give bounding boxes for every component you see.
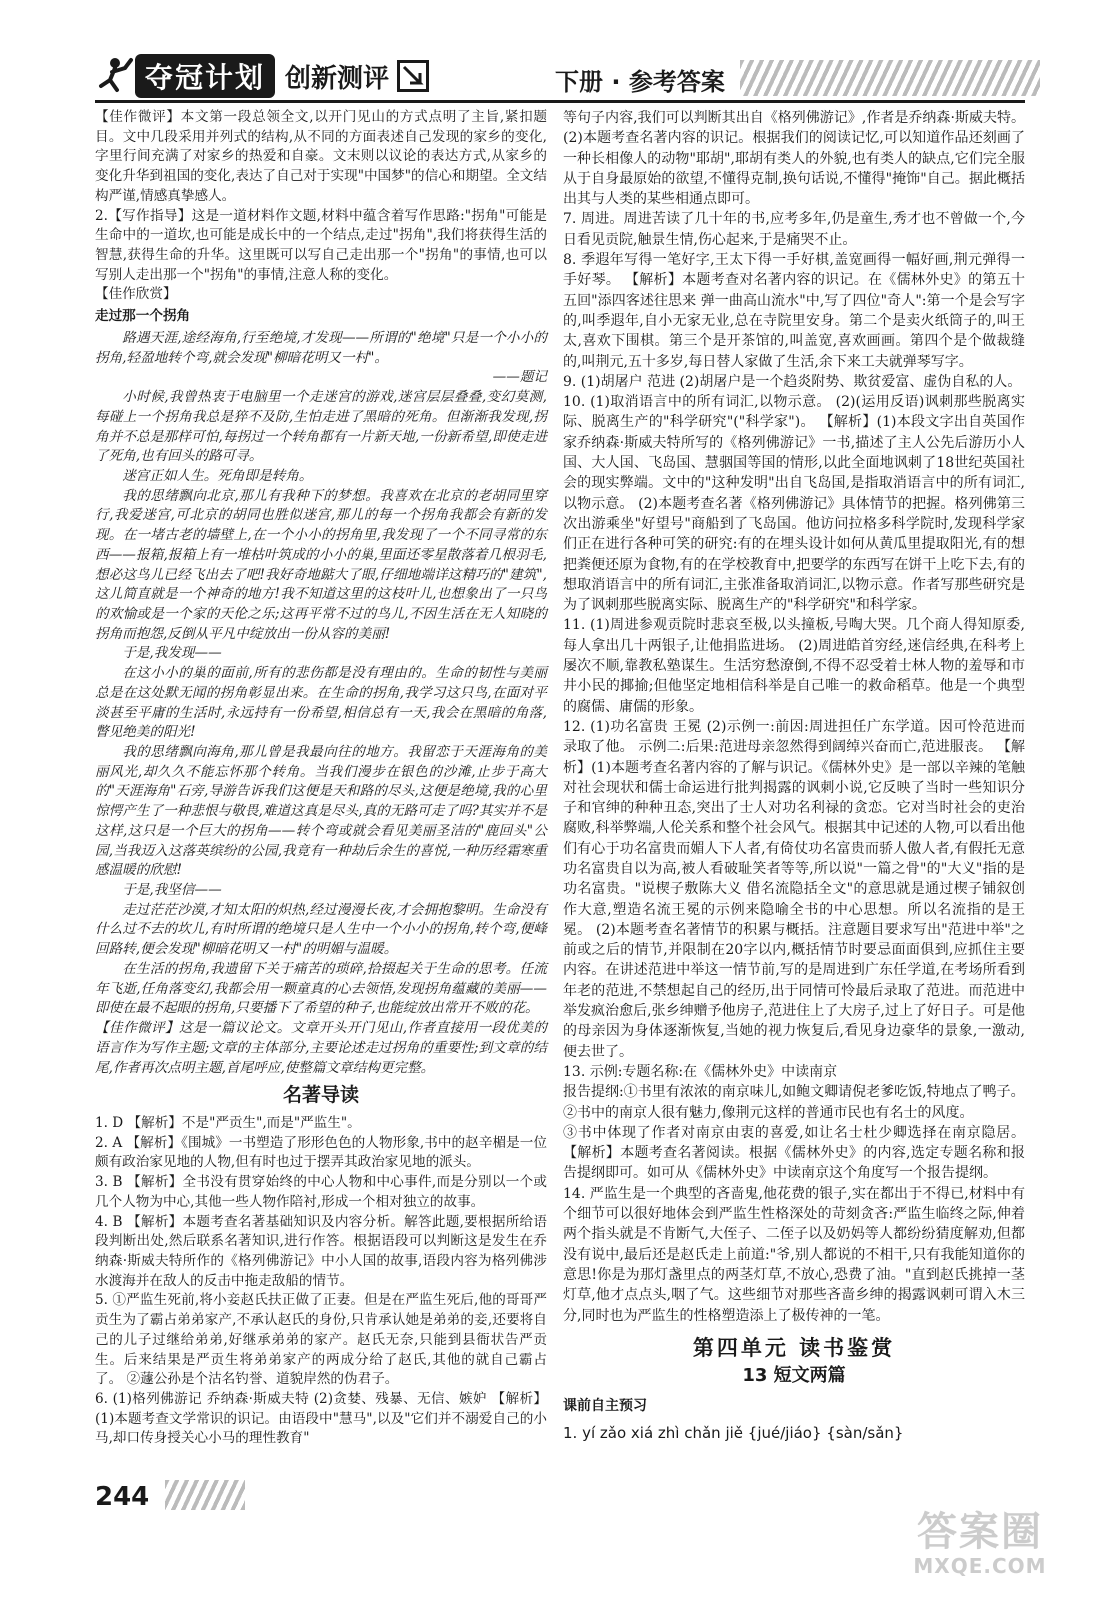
section-title: 名著导读 [282,1084,359,1107]
review-paragraph: 【佳作微评】本文第一段总领全文,以开门见山的方式点明了主旨,紧扣题目。文中几段采用并列式的结构,从不同的方面表述自己发现的家乡的变化,字里行间充满了对家乡的热爱和自豪。文末则以议论的表达方式,从家乡的变化升华到祖国的变化,表达了自己对于实现"中国梦"的信心和期望。全文结构严谨,情感真挚感人。 [95,109,547,204]
watermark-url: MXQE.COM [913,1554,1047,1578]
essay-paragraph: 路遇天涯,途经海角,行至绝境,才发现——所谓的"绝境"只是一个小小的拐角,轻盈地转个弯,就会发现"柳暗花明又一村"。 [95,329,547,366]
essay-paragraph: 我的思绪飘向北京,那儿有我种下的梦想。我喜欢在北京的老胡同里穿行,我爱迷宫,可北京的胡同也胜似迷宫,那儿的每一个拐角我都会有新的发现。在一堵古老的墙壁上,在一个小小的拐角里,我发现了一个不同寻常的东西——报箱,报箱上有一堆枯叶筑成的小小的巢,里面还零星散落着几根羽毛,想必这鸟儿已经飞出去了吧!我好奇地踮大了眼,仔细地端详这精巧的"建筑",这儿简直就是一个神奇的地方!我不知道这里的这枝叶儿,也想象出了一只鸟的欢愉或是一个家的天伦之乐;这再平常不过的鸟儿,不因生活在无人知晓的拐角而抱怨,反倒从平凡中绽放出一份从容的美丽! [95,487,547,642]
answer-item: 1. D 【解析】不是"严贡生",而是"严监生"。 [95,1114,361,1131]
answer-item: 报告提纲:①书里有浓浓的南京味儿,如鲍文卿请倪老爹吃饭,特地点了鸭子。 [563,1084,1025,1101]
answer-item: 8. 季遐年写得一笔好字,王太下得一手好棋,盖宽画得一幅好画,荆元弹得一手好琴。 【解析】本题考查对名著内容的识记。在《儒林外史》的第五十五回"添四客述往思来 弹一曲高山流水"中,写了四位"奇人":第一个是会写字的,叫季遐年,自小无家无业,总在寺院里安身。第二个是卖火纸筒子的,叫王太,喜欢下围棋。第三个是开茶馆的,叫盖宽,喜欢画画。第四个是个做裁缝的,叫荆元,五十多岁,每日替人家做了生活,余下来工夫就弹琴写字。 [563,252,1025,370]
logo-subtitle: 创新测评 [285,63,390,94]
right-column [563,108,1025,1443]
answer-item: 14. 严监生是一个典型的吝啬鬼,他花费的银子,实在都出于不得已,材料中有个细节可以很好地体会到严监生性格深处的苛刻贪吝:严监生临终之际,伸着两个指头就是不肯断气,大侄子、二侄子以及奶妈等人都纷纷猜度解劝,但都没有说中,最后还是赵氏走上前道:"爷,别人都说的不相干,只有我能知道你的意思!你是为那灯盏里点的两茎灯草,不放心,恐费了油。"直到赵氏挑掉一茎灯草,他才点点头,咽了气。这些细节对那些吝啬乡绅的揭露讽刺可谓入木三分,同时也为严监生的性格塑造添上了极传神的一笔。 [563,1185,1025,1324]
unit-title: 第四单元 读书鉴赏 [692,1335,896,1360]
writing-guide: 2.【写作指导】这是一道材料作文题,材料中蕴含着写作思路:"拐角"可能是生命中的一道坎,也可能是成长中的一个结点,走过"拐角",我们将获得生活的智慧,获得生命的升华。这里既可以写自己走出那一个"拐角"的事情,也可以写别人走出那一个"拐角"的事情,注意人称的变化。 [95,207,547,283]
essay-paragraph: 在生活的拐角,我遗留下关于痛苦的琐碎,拾掇起关于生命的思考。任流年飞逝,任角落变幻,我都会用一颗童真的心去领悟,发现拐角蕴藏的美丽——即使在最不起眼的拐角,只要播下了希望的种子,也能绽放出常开不败的花。 [95,960,547,1017]
answer-item: 4. B 【解析】本题考查名著基础知识及内容分析。解答此题,要根据所给语段判断出处,然后联系名著知识,进行作答。根据语段可以判断这是发生在乔纳森·斯威夫特所作的《格列佛游记》中小人国的故事,语段内容为格列佛涉水渡海并在敌人的反击中拖走敌船的情节。 [95,1213,547,1289]
logo-text: 夺冠计划 [135,54,275,98]
answer-item: 5. ①严监生死前,将小妾赵氏扶正做了正妻。但是在严监生死后,他的哥哥严贡生为了霸占弟弟家产,不承认赵氏的身份,只肯承认她是弟弟的妾,还要将自己的儿子过继给弟弟,好继承弟弟的家产。赵氏无奈,只能到县衙状告严贡生。后来结果是严贡生将弟弟家产的两成分给了赵氏,其他的就自己霸占了。 ②蘧公孙是个沽名钓誉、道貌岸然的伪君子。 [95,1292,547,1388]
essay-paragraph: 走过茫茫沙漠,才知太阳的炽热,经过漫漫长夜,才会拥抱黎明。生命没有什么过不去的坎儿,有时所谓的绝境只是人生中一个小小的拐角,转个弯,便峰回路转,便会发现"柳暗花明又一村"的明媚与温暖。 [95,901,547,958]
lesson-title: 13 短文两篇 [742,1365,846,1387]
answer-item: 等句子内容,我们可以判断其出自《格列佛游记》,作者是乔纳森·斯威夫特。 (2)本题考查名著内容的识记。根据我们的阅读记忆,可以知道作品还刻画了一种长相像人的动物"耶胡",耶胡有类人的外貌,也有类人的缺点,它们完全服从于自身最原始的欲望,不懂得克制,换句话说,不懂得"掩饰"自己。据此概括出其与人类的某些相通点即可。 [563,110,1025,208]
essay-paragraph: 在这小小的巢的面前,所有的悲伤都是没有理由的。生命的韧性与美丽总是在这处默无闻的拐角彰显出来。在生命的拐角,我学习这只鸟,在面对平淡甚至平庸的生活时,永远持有一份希望,相信总有一天,我会在黑暗的角落,瞥见绝美的阳光! [95,665,547,741]
answer-item: 11. (1)周进参观贡院时悲哀至极,以头撞板,号啕大哭。几个商人得知原委,每人拿出几十两银子,让他捐监进场。 (2)周进皓首穷经,迷信经典,在科考上屡次不顺,靠教私塾谋生。生活穷愁潦倒,不得不忍受着士林人物的羞辱和市井小民的揶揄;但他坚定地相信科举是自己唯一的救命稻草。他是一个典型的腐儒、庸儒的形象。 [563,617,1025,715]
answer-item: 7. 周进。周进苦读了几十年的书,应考多年,仍是童生,秀才也不曾做一个,今日看见贡院,触景生情,伤心起来,于是痛哭不止。 [563,211,1025,248]
header-divider [95,100,1025,103]
logo [95,55,429,97]
watermark-text: 答案圈 [917,1509,1043,1555]
answer-item: 10. (1)取消语言中的所有词汇,以物示意。 (2)(运用反语)讽刺那些脱离实际、脱离生产的"科学研究"("科学家")。 【解析】(1)本段文字出自英国作家乔纳森·斯威夫特所写的《格列佛游记》一书,描述了主人公先后游历小人国、大人国、飞岛国、慧骃国等国的情形,以此全面地讽刺了18世纪英国社会的现实弊端。文中的"这种发明"出自飞岛国,是指取消语言中的所有词汇,以物示意。 (2)本题考查名著《格列佛游记》具体情节的把握。格列佛第三次出游乘坐"好望号"商船到了飞岛国。他访问拉格多科学院时,发现科学家们正在进行各种可笑的研究:有的在埋头设计如何从黄瓜里提取阳光,有的想把粪便还原为食物,有的在学校教育中,把要学的东西写在饼干上吃下去,有的想取消语言中的所有词汇,主张准备取消词汇,以物示意。作者写那些研究是为了讽刺那些脱离实际、脱离生产的"科学研究"和科学家。 [563,394,1025,614]
answer-item: 13. 示例:专题名称:在《儒林外史》中读南京 [563,1063,838,1080]
essay-paragraph: 迷宫正如人生。死角即是转角。 [122,467,313,484]
essay-paragraph: 于是,我坚信—— [122,882,222,899]
preview-label: 课前自主预习 [563,1398,647,1415]
left-column [95,108,547,1449]
header-decoration [740,60,1040,96]
header-title: 下册 · 参考答案 [555,68,725,96]
answer-item: ③书中体现了作者对南京由衷的喜爱,如让名士杜少卿选择在南京隐居。 【解析】本题考查名著阅读。根据《儒林外史》的内容,选定专题名称和报告提纲即可。如可从《儒林外史》中读南京这个角度写一个报告提纲。 [563,1124,1025,1182]
essay-epigraph-note: ——题记 [492,369,547,386]
page-header [0,0,1099,100]
essay-title: 走过那一个拐角 [95,308,191,325]
runner-icon [95,56,135,96]
pinyin-answer: 1. yí zǎo xiá zhì chǎn jiě {jué/jiáo} {sàn/sǎn} [563,1423,904,1442]
essay-paragraph: 我的思绪飘向海角,那儿曾是我最向往的地方。我留恋于天涯海角的美丽风光,却久久不能忘怀那个转角。当我们漫步在银色的沙滩,止步于高大的"天涯海角"石旁,导游告诉我们这便是天和路的尽头,这便是绝境,我的心里惊愕产生了一种悲恨与敬畏,难道这真是尽头,真的无路可走了吗?其实并不是这样,这只是一个巨大的拐角——转个弯或就会看见美丽圣洁的"鹿回头"公园,当我迈入这落英缤纷的公园,我竟有一种劫后余生的喜悦,一种历经霜寒重感温暖的欣慰! [95,744,547,879]
answer-item: 2. A 【解析】《围城》一书塑造了形形色色的人物形象,书中的赵辛楣是一位颇有政治家见地的人物,但有时也过于摆弄其政治家见地的派头。 [95,1134,547,1171]
essay-paragraph: 小时候,我曾热衷于电脑里一个走迷宫的游戏,迷宫层层叠叠,变幻莫测,每碰上一个拐角我总是猝不及防,生怕走进了黑暗的死角。但渐渐我发现,拐角并不总是那样可怕,每拐过一个转角都有一片新天地,一份新希望,即使走进了死角,也有回头的路可寻。 [95,389,547,465]
page-number: 244 [95,1482,150,1512]
essay-paragraph: 于是,我发现—— [122,645,222,662]
corner-box-icon [397,60,429,92]
answer-item: 12. (1)功名富贵 王冕 (2)示例一:前因:周进担任广东学道。因可怜范进而录取了他。 示例二:后果:范进母亲忽然得到阔绰兴奋而亡,范进服丧。 【解析】(1)本题考查名著内容的了解与识记。《儒林外史》是一部以辛辣的笔触对社会现状和儒士命运进行批判揭露的讽刺小说,它反映了当时一些知识分子和官绅的种种丑态,突出了士人对功名利禄的贪恋。它对当时社会的吏治腐败,科举弊端,人伦关系和整个社会风气。根据其中记述的人物,可以看出他们有心于功名富贵而媚人下人者,有倚仗功名富贵而骄人傲人者,有假托无意功名富贵自以为高,被人看破耻笑者等等,所以说"一篇之骨"的"大义"指的是功名富贵。"说楔子敷陈大义 借名流隐括全文"的意思就是通过楔子铺叙创作大意,塑造名流王冕的示例来隐喻全书的中心思想。所以名流指的是王冕。 (2)本题考查名著情节的积累与概括。注意题目要求写出"范进中举"之前或之后的情节,并限制在20字以内,概括情节时要忌面面俱到,应抓住主要内容。在讲述范进中举这一情节前,写的是周进到广东任学道,在考场所看到年老的范进,不禁想起自己的经历,出于同情可怜最后录取了范进。而范进中举发疯治愈后,张乡绅赠予他房子,范进住上了大房子,过上了好日子。可是他的母亲因为身体逐渐恢复,当她的视力恢复后,看见身边豪华的景象,一激动,便去世了。 [563,718,1025,1060]
essay-review: 【佳作微评】这是一篇议论文。文章开头开门见山,作者直接用一段优美的语言作为写作主题;文章的主体部分,主要论述走过拐角的重要性;到文章的结尾,作者再次点明主题,首尾呼应,使整篇文章结构更完整。 [95,1020,547,1076]
answer-item: 9. (1)胡屠户 范进 (2)胡屠户是一个趋炎附势、欺贫爱富、虚伪自私的人。 [563,373,1022,390]
answer-item: 6. (1)格列佛游记 乔纳森·斯威夫特 (2)贪婪、残暴、无信、嫉妒 【解析】(1)本题考查文学常识的识记。由语段中"慧马",以及"它们并不溺爱自己的小马,却口传身授关心小马的理性教育" [95,1391,547,1447]
answer-item: 3. B 【解析】全书没有贯穿始终的中心人物和中心事件,而是分别以一个或几个人物为中心,其他一些人物作陪衬,形成一个相对独立的故事。 [95,1174,547,1210]
watermark [890,1510,1070,1590]
page-number-decoration [165,1480,245,1510]
answer-item: ②书中的南京人很有魅力,像荆元这样的普通市民也有名士的风度。 [563,1104,974,1121]
essay-heading-label: 【佳作欣赏】 [95,286,177,303]
